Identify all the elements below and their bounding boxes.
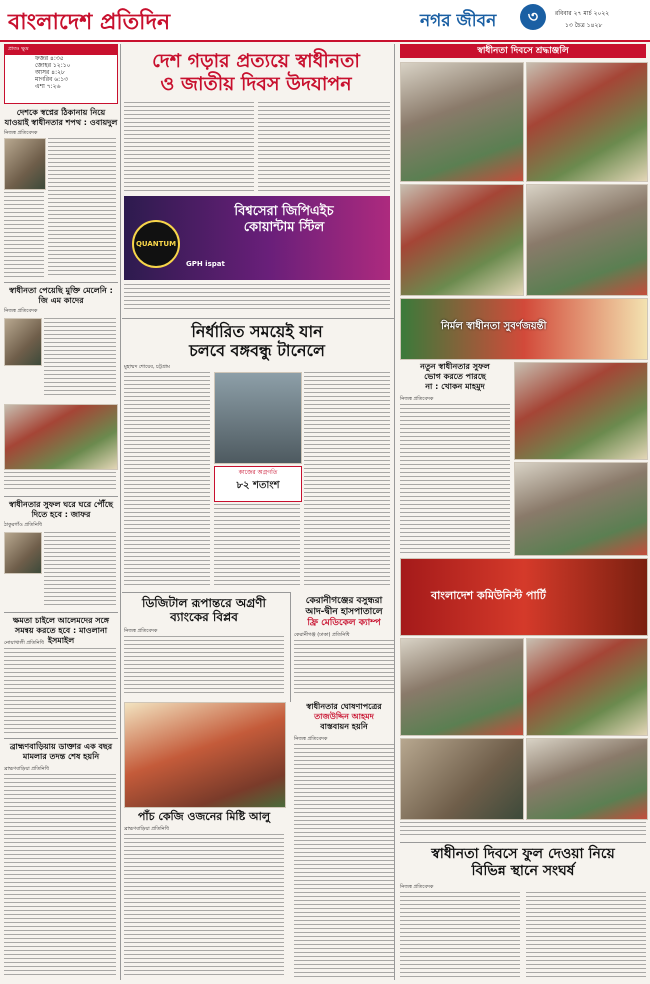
story-text [44, 532, 116, 608]
wreath-photo [526, 638, 648, 736]
byline: নিজস্ব প্রতিবেদক [4, 130, 38, 136]
story-text [400, 892, 520, 978]
headline-line: নতুন স্বাধীনতার সুফল [420, 362, 490, 371]
story-text [526, 892, 646, 978]
callout-value: ৮২ শতাংশ [236, 480, 280, 491]
center-story-3-headline [294, 596, 394, 629]
story-text [400, 404, 510, 554]
headline-line: চলবে বঙ্গবন্ধু টানেলে [189, 341, 325, 360]
ad-badge: QUANTUM [132, 220, 180, 268]
prayer-times-box [4, 44, 118, 104]
byline: কেরানীগঞ্জ (ঢাকা) প্রতিনিধি [294, 632, 350, 638]
politician-photo [4, 532, 42, 574]
ad-headline-line: কোয়ান্টাম স্টিল [243, 220, 325, 235]
newspaper-logo: বাংলাদেশ প্রতিদিন [8, 9, 171, 35]
wreath-photo [400, 62, 524, 182]
politician-photo [4, 138, 46, 190]
ad-headline [186, 204, 382, 236]
banner-text: নির্মল স্বাধীনতা সুবর্ণজয়ন্তী [441, 321, 547, 332]
left-story-2-headline: স্বাধীনতা পেয়েছি মুক্তি মেলেনি : জি এম কাদের [9, 286, 113, 305]
politician-photo [4, 318, 42, 366]
byline: ব্রাহ্মণবাড়িয়া প্রতিনিধি [4, 766, 49, 772]
center-story-2-headline [124, 596, 284, 624]
byline: নিজস্ব প্রতিবেদক [400, 884, 434, 890]
headline-line: না : খোকন মাহমুদ [425, 382, 485, 391]
byline: নিজস্ব প্রতিবেদক [124, 628, 158, 634]
headline-line: ডিজিটাল রূপান্তরে অগ্রণী [142, 596, 266, 610]
story-text [294, 744, 394, 978]
cpb-banner-photo [400, 558, 648, 636]
headline-line: ফ্রি মেডিকেল ক্যাম্প [307, 618, 381, 628]
story-text [4, 774, 116, 978]
story-text [4, 472, 116, 492]
story-text [214, 504, 300, 588]
headline-line: ভোগ করতে পারছে [424, 372, 486, 381]
prayer-line: ফজর ৪:৩৫ [35, 55, 64, 62]
story-text [4, 192, 44, 278]
left-story-3-headline: স্বাধীনতার সুফল ঘরে ঘরে পৌঁছে দিতে হবে : জাফর [9, 500, 113, 519]
headline-line: তাজউদ্দিন আহমদ [314, 712, 374, 721]
headline-line: নির্ধারিত সময়েই যান [191, 322, 323, 341]
left-story-1-headline: দেশকে স্বপ্নের ঠিকানায় নিয়ে যাওয়াই স্বাধীনতার শপথ : ওবায়দুল [4, 108, 118, 127]
date-line-2: ১৩ চৈত্র ১৪২৮ [565, 22, 603, 29]
story-text [124, 284, 390, 312]
center-story-4-headline [400, 362, 510, 392]
story-text [304, 372, 390, 588]
headline-line: স্বাধীনতা দিবসে ফুল দেওয়া নিয়ে [431, 846, 615, 862]
event-photo [4, 404, 118, 470]
tunnel-photo [214, 372, 302, 464]
byline: মুহাম্মদ শোয়েব, চট্টগ্রাম [124, 364, 170, 370]
headline-line: আদ-দ্বীন হাসপাতালে [305, 607, 383, 617]
wreath-photo [514, 462, 648, 556]
wreath-photo [400, 738, 524, 820]
story-text [48, 138, 116, 278]
prayer-line: আসর ৪:২৮ [35, 69, 65, 76]
callout-label: কাজের অগ্রগতি [238, 469, 278, 476]
wreath-photo [400, 638, 524, 736]
story-text [124, 636, 284, 696]
story-text [44, 318, 116, 398]
byline: ব্রাহ্মণবাড়িয়া প্রতিনিধি [124, 826, 169, 832]
wreath-photo [526, 738, 648, 820]
caption-text [400, 822, 646, 838]
sweet-potato-photo [124, 702, 286, 808]
left-story-5-headline: ব্রাহ্মণবাড়িয়ায় ডাক্তার এক বছর মামলার তদন্ত শেষ হয়নি [9, 742, 113, 761]
gph-steel-ad [124, 196, 390, 280]
prayer-line: এশা ৭:২৬ [35, 83, 61, 90]
date-line: রবিবার ২৭ মার্চ ২০২২ [555, 10, 610, 17]
story-text [124, 834, 284, 978]
headline-line: ব্যাংকের বিপ্লব [170, 610, 238, 624]
center-story-6-headline: পাঁচ কেজি ওজনের মিষ্টি আলু [137, 810, 271, 823]
banner-text: বাংলাদেশ কমিউনিস্ট পার্টি [431, 589, 546, 602]
headline-line: কেরানীগঞ্জের বসুন্ধরা [305, 596, 383, 606]
story-text [124, 102, 254, 192]
prayer-box-title: প্রাতঃ ক্ষুদ্র [5, 45, 117, 55]
headline-line: বিভিন্ন স্থানে সংঘর্ষ [471, 863, 575, 879]
story-text [4, 648, 116, 734]
byline: নিজস্ব প্রতিবেদক [4, 308, 38, 314]
main-headline [122, 50, 390, 96]
masthead [0, 0, 650, 42]
byline: নিজস্ব প্রতিবেদক [400, 396, 434, 402]
byline: ঠাকুরগাঁও প্রতিনিধি [4, 522, 42, 528]
center-story-5-headline [294, 702, 394, 732]
wreath-photo [526, 62, 648, 182]
main-headline-line: দেশ গড়ার প্রত্যয়ে স্বাধীনতা [152, 50, 360, 72]
prayer-line: মাগরিব ৬:১৩ [35, 76, 68, 83]
wreath-photo [400, 298, 648, 360]
ad-brand: GPH ispat [186, 260, 225, 268]
headline-line: বাস্তবায়ন হয়নি [320, 722, 368, 731]
tunnel-progress-callout [214, 466, 302, 502]
prayer-line: জোহর ১২:১০ [35, 62, 71, 69]
main-headline-line: ও জাতীয় দিবস উদযাপন [160, 73, 352, 95]
right-section-banner: স্বাধীনতা দিবসে শ্রদ্ধাঞ্জলি [400, 44, 646, 58]
wreath-photo [400, 184, 524, 296]
byline: নোয়াখালী প্রতিনিধি [4, 640, 44, 646]
wreath-photo [514, 362, 648, 460]
center-story-1-headline [124, 322, 390, 360]
section-name: নগর জীবন [420, 11, 497, 31]
ad-headline-line: বিশ্বসেরা জিপিএইচ [234, 204, 334, 219]
story-text [124, 372, 210, 588]
page-number: ৩ [520, 4, 546, 30]
bottom-right-headline [400, 846, 646, 880]
story-text [294, 640, 394, 696]
headline-line: স্বাধীনতার ঘোষণাপত্রের [306, 702, 382, 711]
left-story-4-headline: ক্ষমতা চাইলে আলেমদের সঙ্গে সমন্বয় করতে হবে : মাওলানা ইসমাইল [12, 616, 110, 645]
byline: নিজস্ব প্রতিবেদক [294, 736, 328, 742]
wreath-photo [526, 184, 648, 296]
story-text [258, 102, 390, 192]
